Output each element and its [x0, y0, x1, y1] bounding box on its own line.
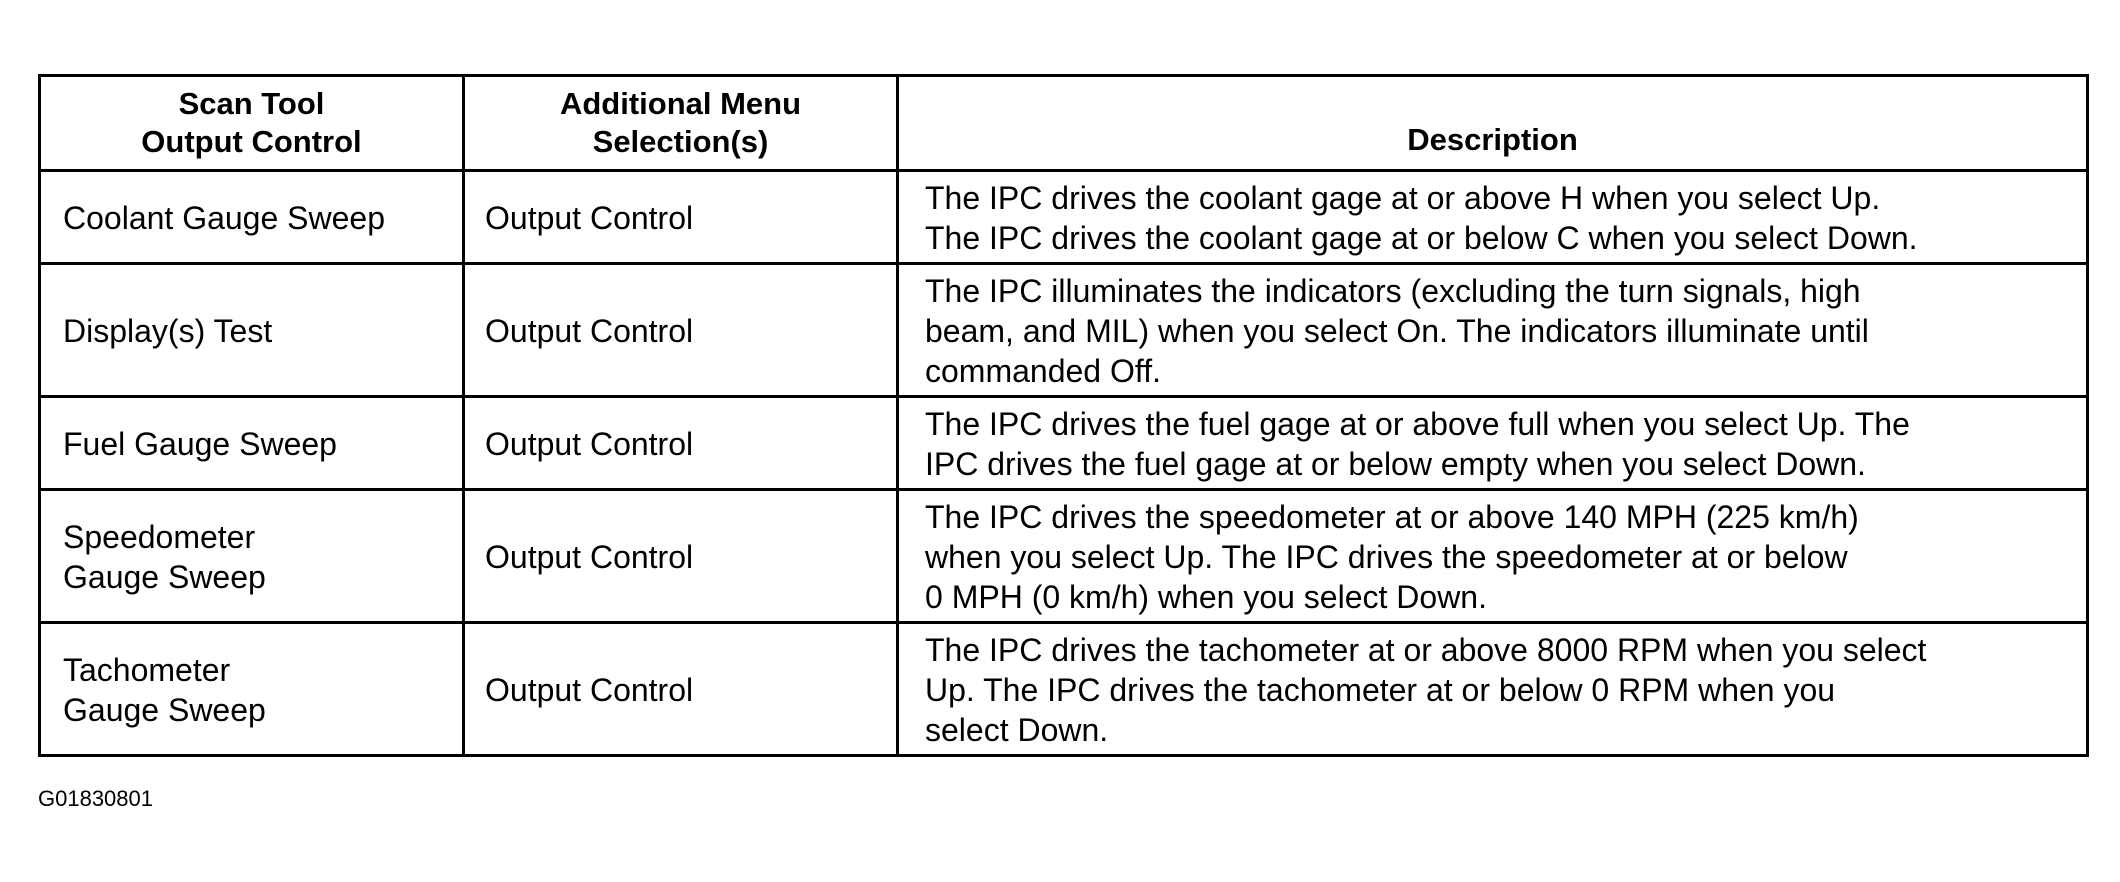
cell-output-control: Fuel Gauge Sweep [40, 397, 464, 490]
cell-output-control: Display(s) Test [40, 264, 464, 397]
table-row [40, 171, 2088, 264]
table-row [40, 264, 2088, 397]
cell-menu-selection: Output Control [464, 623, 898, 756]
figure-id: G01830801 [38, 786, 153, 811]
table-row [40, 490, 2088, 623]
table-row [40, 397, 2088, 490]
table-header [40, 76, 2088, 171]
header-description: Description [898, 76, 2088, 171]
cell-menu-selection: Output Control [464, 490, 898, 623]
cell-output-control: Tachometer Gauge Sweep [40, 623, 464, 756]
cell-menu-selection: Output Control [464, 171, 898, 264]
cell-description: The IPC drives the speedometer at or above 140 MPH (225 km/h) when you select Up. The IPC drives the speedometer at or below 0 MPH (0 km/h) when you select Down. [898, 490, 2088, 623]
output-control-table [38, 74, 2089, 757]
cell-menu-selection: Output Control [464, 397, 898, 490]
cell-description: The IPC drives the tachometer at or above 8000 RPM when you select Up. The IPC drives the tachometer at or below 0 RPM when you select Down. [898, 623, 2088, 756]
table-row [40, 623, 2088, 756]
cell-description: The IPC illuminates the indicators (excluding the turn signals, high beam, and MIL) when you select On. The indicators illuminate until commanded Off. [898, 264, 2088, 397]
cell-output-control: Speedometer Gauge Sweep [40, 490, 464, 623]
cell-output-control: Coolant Gauge Sweep [40, 171, 464, 264]
table-body [40, 171, 2088, 756]
header-scan-tool-output-control: Scan Tool Output Control [40, 76, 464, 171]
cell-description: The IPC drives the fuel gage at or above full when you select Up. The IPC drives the fuel gage at or below empty when you select Down. [898, 397, 2088, 490]
header-additional-menu-selections: Additional Menu Selection(s) [464, 76, 898, 171]
header-row [40, 76, 2088, 171]
cell-description: The IPC drives the coolant gage at or above H when you select Up. The IPC drives the coolant gage at or below C when you select Down. [898, 171, 2088, 264]
cell-menu-selection: Output Control [464, 264, 898, 397]
